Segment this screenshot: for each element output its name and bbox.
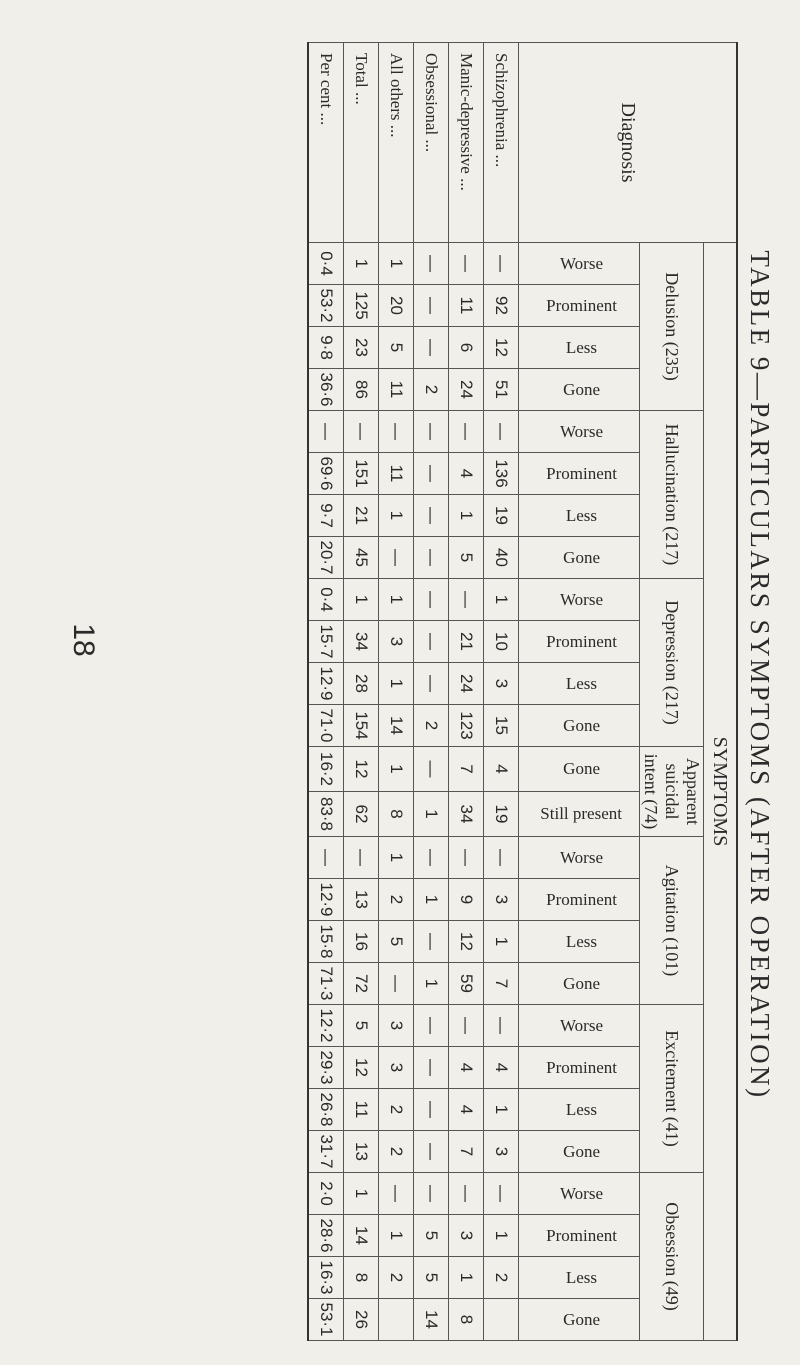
row-label: Obsessional ...: [414, 43, 449, 243]
table-cell: 11: [379, 453, 414, 495]
table-cell: —: [414, 1005, 449, 1047]
table-cell: 2: [379, 1089, 414, 1131]
table-cell: 0·4: [308, 579, 344, 621]
table-cell: 13: [344, 1131, 379, 1173]
symptom-subheader: [519, 1047, 640, 1089]
table-row: [414, 43, 449, 1341]
table-cell: 21: [449, 621, 484, 663]
table-cell: 12·9: [308, 879, 344, 921]
symptom-group-count: (235): [662, 341, 682, 381]
table-cell: —: [414, 621, 449, 663]
table-cell: 3: [379, 621, 414, 663]
table-cell: —: [344, 837, 379, 879]
table-cell: 28·6: [308, 1215, 344, 1257]
symptom-subheader-label: Still present: [540, 804, 623, 823]
table-cell: 1: [414, 963, 449, 1005]
table-cell: 2: [414, 705, 449, 747]
symptom-subheader-label: Less: [565, 505, 598, 525]
table-cell: 1: [484, 579, 519, 621]
symptom-subheader-label: Less: [565, 337, 598, 357]
table-cell: 4: [449, 453, 484, 495]
symptom-subheader-label: Gone: [563, 547, 600, 567]
symptom-subheader: [519, 879, 640, 921]
table-cell: 5: [379, 921, 414, 963]
symptom-subheader-label: Prominent: [546, 1057, 617, 1077]
symptom-subheader: [519, 369, 640, 411]
symptom-subheader: [519, 963, 640, 1005]
table-cell: 45: [344, 537, 379, 579]
symptom-group-name: Agitation: [662, 864, 682, 933]
table-row: [308, 43, 344, 1341]
table-cell: —: [449, 1173, 484, 1215]
table-row: [449, 43, 484, 1341]
table-cell: 34: [344, 621, 379, 663]
table-cell: 2: [379, 1131, 414, 1173]
symptom-group-header: [640, 1173, 704, 1341]
table-cell: 4: [449, 1047, 484, 1089]
table-container: [307, 42, 738, 1341]
table-cell: 11: [379, 369, 414, 411]
table-cell: —: [414, 285, 449, 327]
table-cell: 9·7: [308, 495, 344, 537]
table-cell: 59: [449, 963, 484, 1005]
table-cell: 3: [484, 663, 519, 705]
table-cell: 69·6: [308, 453, 344, 495]
table-cell: 15·8: [308, 921, 344, 963]
table-cell: —: [449, 1005, 484, 1047]
symptom-group-name: Apparent suicidal intent: [641, 753, 703, 825]
symptom-subheader-label: Less: [565, 931, 598, 951]
table-cell: 53·1: [308, 1299, 344, 1341]
symptom-subheader: [519, 579, 640, 621]
row-label: Per cent ...: [308, 43, 344, 243]
table-cell: 14: [414, 1299, 449, 1341]
symptom-subheader: [519, 327, 640, 369]
symptom-subheader-label: Worse: [560, 1183, 604, 1203]
symptom-group-count: (41): [662, 1116, 682, 1147]
table-cell: —: [308, 411, 344, 453]
symptom-subheader-label: Less: [565, 673, 598, 693]
table-cell: 9: [449, 879, 484, 921]
table-cell: 2: [414, 369, 449, 411]
symptom-subheader: [519, 1299, 640, 1341]
table-cell: 7: [449, 1131, 484, 1173]
symptom-subheader-label: Less: [565, 1099, 598, 1119]
table-cell: —: [414, 243, 449, 285]
symptom-group-header: [640, 411, 704, 579]
symptom-subheader: [519, 1005, 640, 1047]
table-cell: 14: [379, 705, 414, 747]
table-cell: 8: [379, 792, 414, 837]
symptom-subheader-label: Gone: [563, 1309, 600, 1329]
table-cell: 2: [379, 1257, 414, 1299]
table-caption: TABLE 9—PARTICULARS SYMPTOMS (AFTER OPERATION): [745, 250, 775, 1100]
table-cell: 2·0: [308, 1173, 344, 1215]
symptom-subheader: [519, 663, 640, 705]
diagnosis-header: Diagnosis: [519, 43, 738, 243]
table-cell: —: [449, 579, 484, 621]
table-cell: 4: [484, 1047, 519, 1089]
table-cell: 1: [484, 1215, 519, 1257]
table-cell: 1: [449, 1257, 484, 1299]
table-cell: —: [414, 1131, 449, 1173]
table-cell: 62: [344, 792, 379, 837]
table-cell: 13: [344, 879, 379, 921]
table-cell: —: [449, 837, 484, 879]
table-cell: —: [414, 453, 449, 495]
symptom-subheader-label: Less: [565, 1267, 598, 1287]
table-cell: 8: [344, 1257, 379, 1299]
table-cell: 8: [449, 1299, 484, 1341]
table-cell: 14: [344, 1215, 379, 1257]
table-cell: 3: [379, 1047, 414, 1089]
symptom-subheader-label: Worse: [560, 421, 604, 441]
table-cell: 53·2: [308, 285, 344, 327]
table-cell: 19: [484, 495, 519, 537]
symptom-subheader: [519, 921, 640, 963]
table-cell: 12: [344, 1047, 379, 1089]
table-cell: [484, 1299, 519, 1341]
table-cell: 26·8: [308, 1089, 344, 1131]
symptom-group-header: [640, 243, 704, 411]
table-cell: 5: [449, 537, 484, 579]
table-cell: 5: [379, 327, 414, 369]
table-cell: 1: [414, 879, 449, 921]
table-cell: 136: [484, 453, 519, 495]
table-cell: 11: [344, 1089, 379, 1131]
table-cell: 12: [484, 327, 519, 369]
symptom-subheader: [519, 747, 640, 792]
table-cell: 71·0: [308, 705, 344, 747]
table-cell: 3: [484, 1131, 519, 1173]
table-cell: 34: [449, 792, 484, 837]
table-cell: —: [449, 411, 484, 453]
table-cell: 12: [344, 747, 379, 792]
row-label: Manic-depressive ...: [449, 43, 484, 243]
symptom-subheader-label: Worse: [560, 253, 604, 273]
symptom-group-name: Delusion: [662, 272, 682, 338]
table-cell: —: [484, 1173, 519, 1215]
table-cell: 123: [449, 705, 484, 747]
symptom-subheader-label: Prominent: [546, 889, 617, 909]
symptom-subheader: [519, 1131, 640, 1173]
table-cell: 72: [344, 963, 379, 1005]
symptom-group-count: (217): [662, 526, 682, 566]
symptom-group-name: Excitement: [662, 1030, 682, 1113]
table-cell: 15: [484, 705, 519, 747]
table-cell: 1: [379, 1215, 414, 1257]
symptom-subheader: [519, 837, 640, 879]
table-cell: —: [379, 963, 414, 1005]
table-cell: 1: [379, 243, 414, 285]
table-cell: 26: [344, 1299, 379, 1341]
page-number: 18: [67, 623, 100, 657]
row-label: Schizophrenia ...: [484, 43, 519, 243]
symptom-subheader-label: Gone: [563, 715, 600, 735]
table-cell: 1: [379, 579, 414, 621]
symptom-subheader: [519, 621, 640, 663]
table-cell: 86: [344, 369, 379, 411]
table-cell: 1: [344, 579, 379, 621]
table-cell: 51: [484, 369, 519, 411]
table-cell: —: [379, 411, 414, 453]
table-cell: 29·3: [308, 1047, 344, 1089]
table-cell: —: [414, 837, 449, 879]
table-cell: 23: [344, 327, 379, 369]
table-cell: —: [484, 411, 519, 453]
table-cell: 4: [484, 747, 519, 792]
table-cell: —: [414, 1089, 449, 1131]
symptom-group-header: [640, 837, 704, 1005]
symptom-group-name: Hallucination: [662, 423, 682, 522]
table-cell: 2: [379, 879, 414, 921]
table-cell: 1: [414, 792, 449, 837]
symptom-subheader-label: Gone: [563, 973, 600, 993]
symptom-group-header: [640, 747, 704, 837]
table-cell: 10: [484, 621, 519, 663]
table-cell: 24: [449, 369, 484, 411]
table-cell: 9·8: [308, 327, 344, 369]
table-cell: 12·9: [308, 663, 344, 705]
table-cell: 5: [344, 1005, 379, 1047]
table-cell: 31·7: [308, 1131, 344, 1173]
table-cell: 1: [484, 1089, 519, 1131]
symptom-subheader-label: Gone: [563, 759, 600, 778]
table-cell: 7: [484, 963, 519, 1005]
symptom-group-name: Obsession: [662, 1202, 682, 1277]
table-cell: 1: [379, 495, 414, 537]
table-cell: 71·3: [308, 963, 344, 1005]
table-cell: 5: [414, 1215, 449, 1257]
table-cell: —: [414, 537, 449, 579]
table-cell: —: [344, 411, 379, 453]
table-cell: 151: [344, 453, 379, 495]
symptoms-header: SYMPTOMS: [704, 243, 738, 1341]
table-row: [379, 43, 414, 1341]
symptom-subheader-label: Gone: [563, 379, 600, 399]
table-cell: —: [484, 837, 519, 879]
table-cell: 28: [344, 663, 379, 705]
table-cell: 19: [484, 792, 519, 837]
table-cell: 15·7: [308, 621, 344, 663]
table-cell: 16·2: [308, 747, 344, 792]
table-cell: —: [379, 537, 414, 579]
table-cell: 3: [379, 1005, 414, 1047]
row-label: Total ...: [344, 43, 379, 243]
table-cell: —: [414, 663, 449, 705]
table-cell: 154: [344, 705, 379, 747]
table-cell: —: [308, 837, 344, 879]
table-cell: —: [414, 747, 449, 792]
table-cell: —: [414, 579, 449, 621]
table-cell: 1: [484, 921, 519, 963]
table-cell: 6: [449, 327, 484, 369]
symptom-subheader-label: Worse: [560, 589, 604, 609]
table-cell: 12·2: [308, 1005, 344, 1047]
table-cell: 1: [344, 243, 379, 285]
table-cell: 1: [344, 1173, 379, 1215]
symptom-subheader-label: Prominent: [546, 1225, 617, 1245]
table-cell: —: [414, 921, 449, 963]
table-cell: [379, 1299, 414, 1341]
symptom-group-header: [640, 1005, 704, 1173]
table-cell: 20: [379, 285, 414, 327]
table-cell: —: [414, 411, 449, 453]
symptom-group-count: (101): [662, 937, 682, 977]
table-cell: 40: [484, 537, 519, 579]
table-cell: 1: [449, 495, 484, 537]
table-cell: —: [484, 1005, 519, 1047]
table-cell: 36·6: [308, 369, 344, 411]
table-cell: 21: [344, 495, 379, 537]
table-cell: 11: [449, 285, 484, 327]
table-cell: 0·4: [308, 243, 344, 285]
table-cell: —: [414, 327, 449, 369]
table-cell: 24: [449, 663, 484, 705]
table-cell: —: [414, 1047, 449, 1089]
symptom-subheader-label: Prominent: [546, 295, 617, 315]
symptom-subheader: [519, 1173, 640, 1215]
table-cell: 125: [344, 285, 379, 327]
table-cell: 1: [379, 747, 414, 792]
symptom-subheader: [519, 243, 640, 285]
symptom-group-count: (49): [662, 1280, 682, 1311]
symptom-subheader-label: Worse: [560, 1015, 604, 1035]
table-cell: —: [449, 243, 484, 285]
symptom-group-count: (74): [641, 799, 661, 830]
table-cell: 2: [484, 1257, 519, 1299]
table-cell: 3: [449, 1215, 484, 1257]
table-cell: 5: [414, 1257, 449, 1299]
symptom-subheader: [519, 792, 640, 837]
symptom-group-count: (217): [662, 685, 682, 725]
symptom-subheader: [519, 1215, 640, 1257]
row-label: All others ...: [379, 43, 414, 243]
table-cell: 4: [449, 1089, 484, 1131]
table-cell: —: [484, 243, 519, 285]
symptom-subheader: [519, 453, 640, 495]
table-cell: 16: [344, 921, 379, 963]
table-cell: 1: [379, 837, 414, 879]
symptom-subheader-label: Prominent: [546, 631, 617, 651]
table-cell: 16·3: [308, 1257, 344, 1299]
table-cell: —: [414, 495, 449, 537]
table-cell: 3: [484, 879, 519, 921]
symptom-subheader: [519, 537, 640, 579]
symptoms-table: [307, 42, 738, 1341]
table-cell: —: [414, 1173, 449, 1215]
table-cell: 12: [449, 921, 484, 963]
symptom-subheader: [519, 1257, 640, 1299]
table-row: [484, 43, 519, 1341]
table-cell: 92: [484, 285, 519, 327]
symptom-subheader: [519, 411, 640, 453]
symptom-subheader: [519, 285, 640, 327]
symptom-subheader-label: Prominent: [546, 463, 617, 483]
symptom-subheader-label: Gone: [563, 1141, 600, 1161]
table-row: [344, 43, 379, 1341]
symptom-subheader: [519, 705, 640, 747]
table-cell: —: [379, 1173, 414, 1215]
symptom-subheader: [519, 1089, 640, 1131]
symptom-subheader-label: Worse: [560, 847, 604, 867]
table-cell: 1: [379, 663, 414, 705]
symptom-group-header: [640, 579, 704, 747]
table-cell: 20·7: [308, 537, 344, 579]
symptom-group-name: Depression: [662, 600, 682, 682]
table-cell: 83·8: [308, 792, 344, 837]
symptom-subheader: [519, 495, 640, 537]
table-cell: 7: [449, 747, 484, 792]
